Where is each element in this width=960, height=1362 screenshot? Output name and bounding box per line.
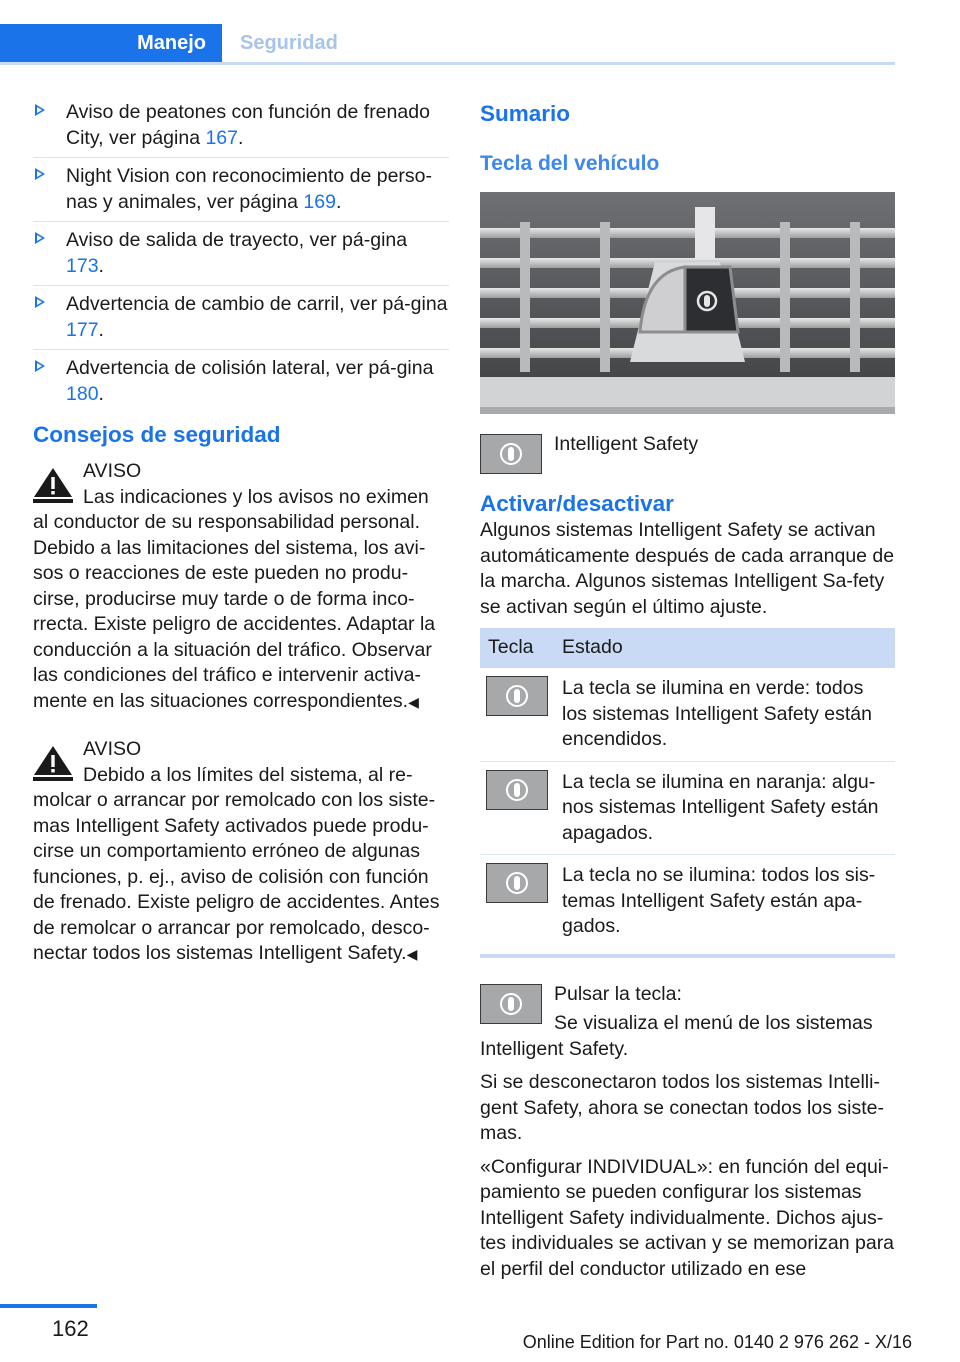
triangle-bullet-icon [35, 168, 45, 180]
triangle-bullet-icon [35, 104, 45, 116]
tab-seguridad[interactable]: Seguridad [222, 24, 895, 62]
page-link[interactable]: 167 [205, 126, 238, 149]
warning-label: AVISO [83, 460, 142, 482]
intelligent-safety-button-icon[interactable] [480, 984, 542, 1024]
right-column [480, 100, 895, 1290]
table-header-row [480, 628, 895, 668]
end-mark-icon: ◀ [406, 946, 418, 962]
left-column [33, 100, 449, 968]
footer-edition: Online Edition for Part no. 0140 2 976 262 - X/16 [522, 1332, 912, 1352]
column-header-tecla: Tecla [480, 628, 554, 668]
tab-manejo[interactable]: Manejo [0, 24, 222, 62]
chapter-tab-bar [0, 24, 895, 65]
key-row [480, 432, 895, 484]
table-end-rule [480, 954, 895, 958]
page-number-rule [0, 1304, 97, 1308]
page-link[interactable]: 177 [66, 318, 99, 341]
button-green-icon [486, 676, 548, 716]
safety-heading: Consejos de seguridad [33, 422, 281, 447]
system-list [33, 100, 449, 413]
paragraph: «Configurar INDIVIDUAL»: en función del equi-pamiento se pueden configurar los sistemas Intelligent Safety individualmente. Dichos ajus-tes individuales se activan y se memorizan para el perfil del conductor utilizado en ese [480, 1155, 895, 1280]
warning-triangle-icon [33, 467, 73, 503]
state-text: La tecla se ilumina en verde: todos los sistemas Intelligent Safety están encendidos. [554, 668, 895, 761]
key-state-table [480, 628, 895, 948]
section-heading: Sumario [480, 101, 571, 126]
warning-label: AVISO [83, 738, 142, 760]
page-link[interactable]: 180 [66, 382, 99, 405]
paragraph: Si se desconectaron todos los sistemas Intelli-gent Safety, ahora se conectan todos los siste-mas. [480, 1071, 884, 1144]
list-item: Night Vision con reconocimiento de perso-nas y animales, ver página 169. [33, 164, 449, 222]
list-item: Aviso de peatones con función de frenado City, ver página 167. [33, 100, 449, 158]
activate-heading: Activar/desactivar [480, 491, 674, 516]
warning-block [33, 737, 449, 968]
state-text: La tecla se ilumina en naranja: algu-nos sistemas Intelligent Safety están apagados. [554, 761, 895, 855]
triangle-bullet-icon [35, 232, 45, 244]
button-orange-icon [486, 770, 548, 810]
triangle-bullet-icon [35, 360, 45, 372]
list-item: Advertencia de cambio de carril, ver pá-gina 177. [33, 292, 449, 350]
warning-triangle-icon [33, 745, 73, 781]
warning-text-first-line: Debido a los límites del sistema, al re- [83, 763, 413, 786]
vehicle-button-photo [480, 192, 895, 414]
table-row [480, 761, 895, 855]
list-item: Advertencia de colisión lateral, ver pá-gina 180. [33, 356, 449, 413]
table-row [480, 668, 895, 761]
state-text: La tecla no se ilumina: todos los sis-temas Intelligent Safety están apa-gados. [562, 864, 876, 937]
intelligent-safety-button-icon[interactable] [480, 434, 542, 474]
key-label: Intelligent Safety [554, 433, 699, 455]
activate-text: Algunos sistemas Intelligent Safety se activan automáticamente después de cada arranque de la marcha. Algunos sistemas Intelligent Sa-fety se activan según el último ajuste. [480, 519, 895, 618]
warning-text: molcar o arrancar por remolcado con los siste-mas Intelligent Safety activados puede produ-cirse un comportamiento erróneo de algunas funciones, p. ej., aviso de colisión con función de frenado. Existe peligro de accidentes. Antes de remolcar o arrancar por remolcado, desco-nectar todos los sistemas Intelligent Safety.◀ [33, 789, 440, 964]
list-item: Aviso de salida de trayecto, ver pá-gina 173. [33, 228, 449, 286]
page-link[interactable]: 169 [303, 190, 336, 213]
warning-text: al conductor de su responsabilidad personal. Debido a las limitaciones del sistema, los avi-sos o reacciones de este pueden no produ-cirse, producirse muy tarde o de forma inco-rrecta. Existe peligro de accidentes. Adaptar la conducción a la situación del tráfico. Observar las condiciones del tráfico e intervenir activa-mente en las situaciones correspondientes.◀ [33, 511, 436, 712]
press-text: Intelligent Safety. [480, 1037, 629, 1060]
warning-text-first-line: Las indicaciones y los avisos no eximen [83, 485, 429, 508]
subsection-heading: Tecla del vehículo [480, 152, 660, 175]
column-header-estado: Estado [554, 628, 895, 668]
warning-block [33, 459, 449, 715]
press-key-block [480, 982, 895, 1063]
page-link[interactable]: 173 [66, 254, 99, 277]
table-row [480, 855, 895, 948]
press-label: Pulsar la tecla: [554, 982, 682, 1005]
end-mark-icon: ◀ [408, 693, 419, 710]
press-text-first-line: Se visualiza el menú de los sistemas [554, 1012, 873, 1034]
button-off-icon [486, 863, 548, 903]
page-number: 162 [52, 1316, 89, 1341]
triangle-bullet-icon [35, 296, 45, 308]
